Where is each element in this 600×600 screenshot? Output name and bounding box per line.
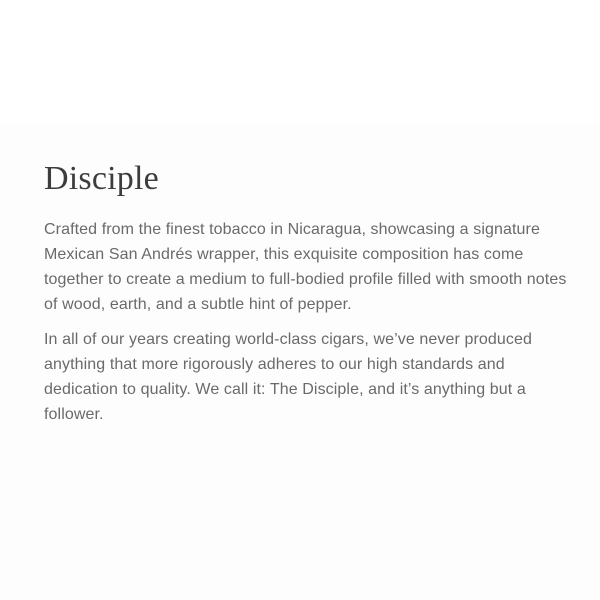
paragraph-2-line-4: follower. [44,405,104,423]
paragraph-1-line-2: Mexican San Andrés wrapper, this exquisite composition has come [44,245,524,263]
paragraph-1-line-4: of wood, earth, and a subtle hint of pepper. [44,295,352,313]
body-copy [44,217,567,427]
paragraph-1-line-1: Crafted from the finest tobacco in Nicaragua, showcasing a signature [44,220,540,238]
top-whitespace [0,0,600,125]
paragraph-1 [44,217,567,317]
paragraph-2 [44,327,556,427]
content-section [0,125,600,600]
paragraph-2-line-1: In all of our years creating world-class cigars, we’ve never produced [44,330,533,348]
page-title: Disciple [44,160,159,197]
paragraph-2-line-2: anything that more rigorously adheres to our high standards and [44,355,505,373]
paragraph-1-line-3: together to create a medium to full-bodied profile filled with smooth notes [44,270,567,288]
paragraph-2-line-3: dedication to quality. We call it: The Disciple, and it’s anything but a [44,380,526,398]
